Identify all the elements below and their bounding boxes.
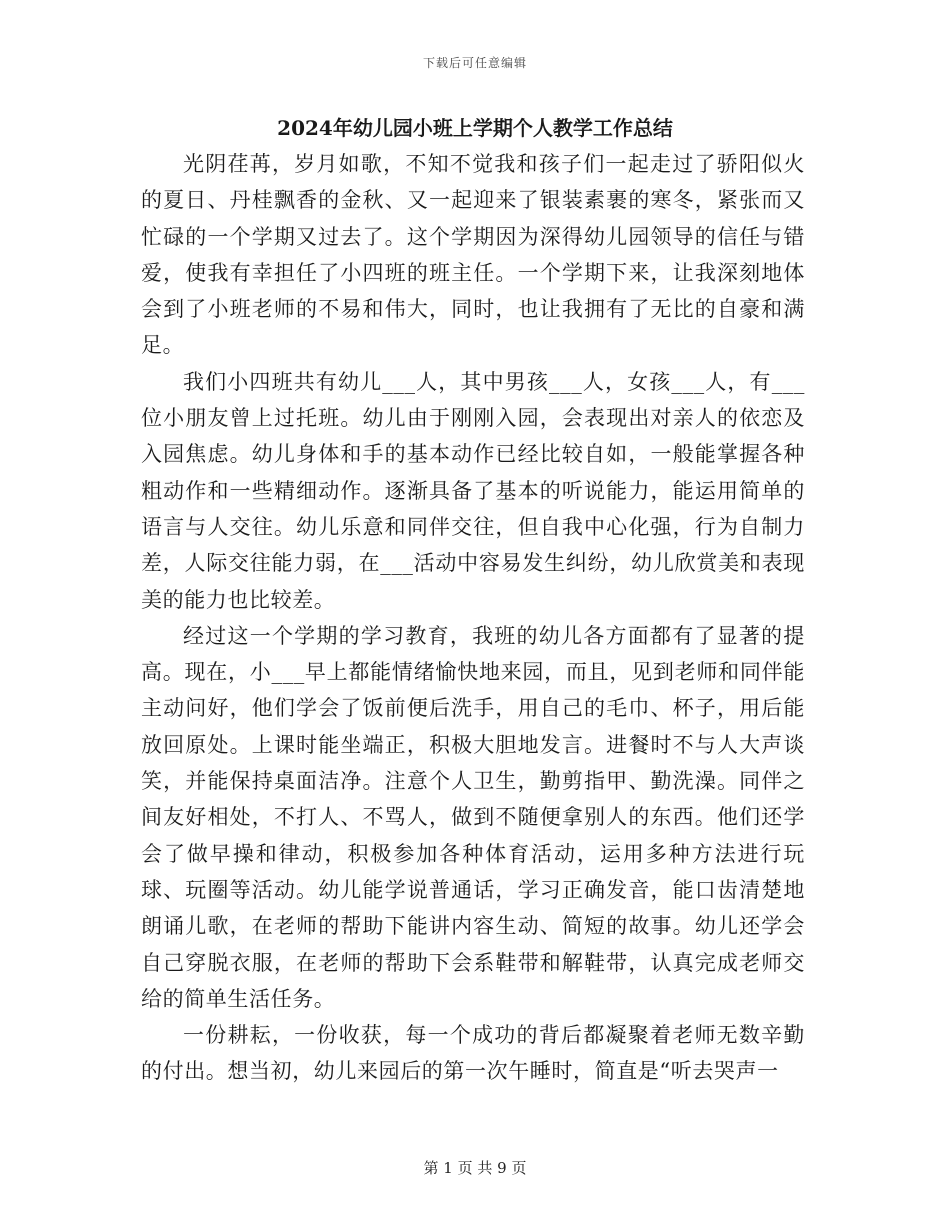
paragraph-1: 光阴荏苒，岁月如歌，不知不觉我和孩子们一起走过了骄阳似火的夏日、丹桂飘香的金秋、又一起迎来了银装素裹的寒冬，紧张而又忙碌的一个学期又过去了。这个学期因为深得幼儿园领导的信任与错爱，使我有幸担任了小四班的班主任。一个学期下来，让我深刻地体会到了小班老师的不易和伟大，同时，也让我拥有了无比的自豪和满足。 <box>141 152 805 358</box>
page-number: 第 1 页 共 9 页 <box>423 1159 527 1177</box>
page-header-note: 下载后可任意编辑 <box>422 56 527 70</box>
document-body <box>141 146 805 1090</box>
paragraph-4: 一份耕耘，一份收获，每一个成功的背后都凝聚着老师无数辛勤的付出。想当初，幼儿来园后的第一次午睡时，简直是“听去哭声一 <box>141 1023 805 1084</box>
document-title: 2024年幼儿园小班上学期个人教学工作总结 <box>277 116 673 140</box>
paragraph-2: 我们小四班共有幼儿___人，其中男孩___人，女孩___人，有___位小朋友曾上过托班。幼儿由于刚刚入园，会表现出对亲人的依恋及入园焦虑。幼儿身体和手的基本动作已经比较自如，一般能掌握各种粗动作和一些精细动作。逐渐具备了基本的听说能力，能运用简单的语言与人交往。幼儿乐意和同伴交往，但自我中心化强，行为自制力差，人际交往能力弱，在___活动中容易发生纠纷，幼儿欣赏美和表现美的能力也比较差。 <box>141 369 805 612</box>
paragraph-3: 经过这一个学期的学习教育，我班的幼儿各方面都有了显著的提高。现在，小___早上都能情绪愉快地来园，而且，见到老师和同伴能主动问好，他们学会了饭前便后洗手，用自己的毛巾、杯子，用后能放回原处。上课时能坐端正，积极大胆地发言。进餐时不与人大声谈笑，并能保持桌面洁净。注意个人卫生，勤剪指甲、勤洗澡。同伴之间友好相处，不打人、不骂人，做到不随便拿别人的东西。他们还学会了做早操和律动，积极参加各种体育活动，运用多种方法进行玩球、玩圈等活动。幼儿能学说普通话，学习正确发音，能口齿清楚地朗诵儿歌，在老师的帮助下能讲内容生动、简短的故事。幼儿还学会自己穿脱衣服，在老师的帮助下会系鞋带和解鞋带，认真完成老师交给的简单生活任务。 <box>141 623 805 1011</box>
